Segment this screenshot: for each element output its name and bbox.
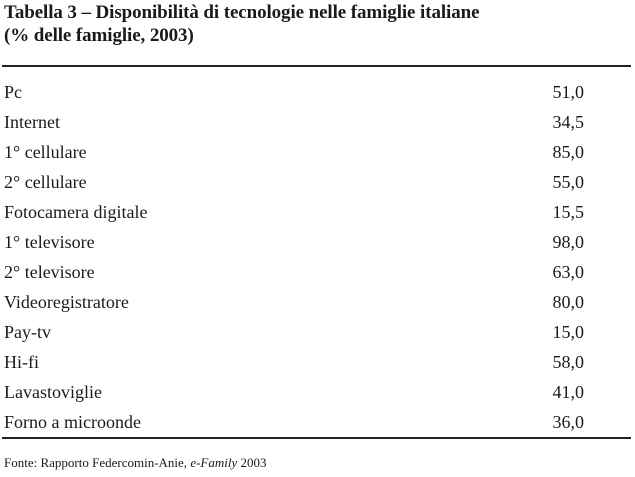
- table-row: [0, 287, 635, 317]
- table-title: [4, 1, 629, 47]
- row-label: 1° televisore: [4, 232, 95, 252]
- row-label: 1° cellulare: [4, 142, 87, 162]
- table-row: [0, 347, 635, 377]
- row-value: 63,0: [552, 262, 584, 282]
- table-row: [0, 107, 635, 137]
- row-value: 98,0: [552, 232, 584, 252]
- table-top-rule: [2, 65, 631, 67]
- table-row: [0, 167, 635, 197]
- table-row: [0, 407, 635, 437]
- row-value: 58,0: [552, 352, 584, 372]
- source-note: [4, 455, 266, 471]
- row-label: 2° televisore: [4, 262, 95, 282]
- row-value: 15,5: [552, 202, 584, 222]
- row-label: Internet: [4, 112, 60, 132]
- source-suffix: 2003: [237, 455, 267, 470]
- table-row: [0, 257, 635, 287]
- row-label: Pay-tv: [4, 322, 51, 342]
- table-title-line-1: Tabella 3 – Disponibilità di tecnologie nelle famiglie italiane: [4, 2, 480, 23]
- table-title-line-2: (% delle famiglie, 2003): [4, 25, 194, 46]
- row-value: 80,0: [552, 292, 584, 312]
- source-prefix: Fonte: Rapporto Federcomin-Anie,: [4, 455, 191, 470]
- table-row: [0, 227, 635, 257]
- table-row: [0, 137, 635, 167]
- row-value: 34,5: [552, 112, 584, 132]
- row-label: Videoregistratore: [4, 292, 129, 312]
- row-label: Forno a microonde: [4, 412, 141, 432]
- table-row: [0, 77, 635, 107]
- table-row: [0, 317, 635, 347]
- table-row: [0, 377, 635, 407]
- table-body: [0, 77, 635, 437]
- row-value: 36,0: [552, 412, 584, 432]
- row-value: 85,0: [552, 142, 584, 162]
- row-value: 51,0: [552, 82, 584, 102]
- row-label: Lavastoviglie: [4, 382, 102, 402]
- row-label: Fotocamera digitale: [4, 202, 148, 222]
- source-publication: e-Family: [190, 455, 238, 470]
- table-bottom-rule: [2, 437, 631, 439]
- row-label: Pc: [4, 82, 22, 102]
- row-label: Hi-fi: [4, 352, 39, 372]
- row-value: 41,0: [552, 382, 584, 402]
- row-value: 15,0: [552, 322, 584, 342]
- row-label: 2° cellulare: [4, 172, 87, 192]
- table-row: [0, 197, 635, 227]
- row-value: 55,0: [552, 172, 584, 192]
